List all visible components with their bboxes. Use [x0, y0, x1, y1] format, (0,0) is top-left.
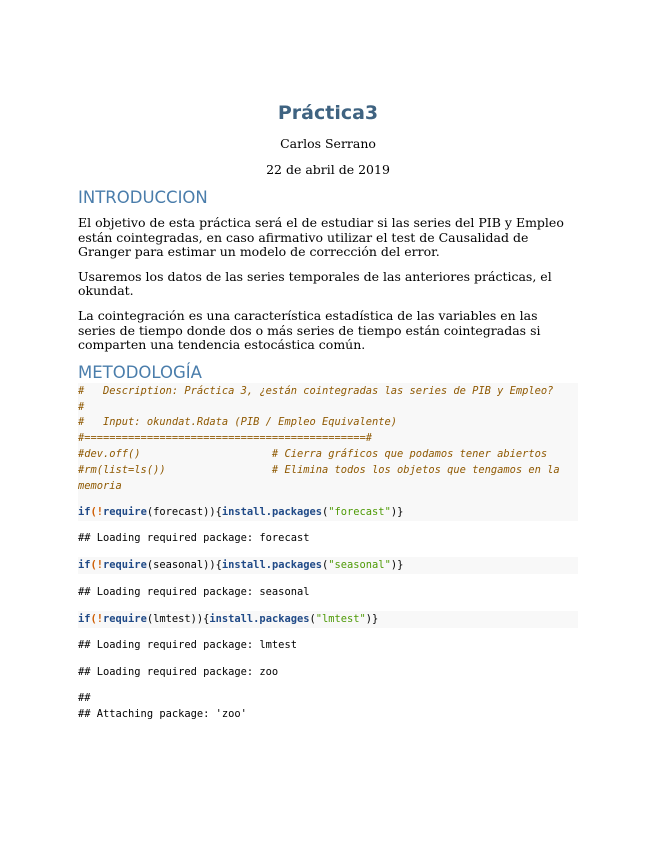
console-output: ## [78, 691, 91, 704]
intro-paragraph-1: El objetivo de esta práctica será el de estudiar si las series del PIB y Empleo están cointegradas, en caso afirmativo utilizar el test de Causalidad de Granger para estimar un modelo de corrección del error. [78, 215, 564, 260]
code-block [78, 611, 578, 628]
console-output: ## Loading required package: forecast [78, 532, 310, 545]
comment-line: # Description: Práctica 3, ¿están cointegradas las series de PIB y Empleo? [78, 384, 554, 397]
code-line: if(!require(lmtest)){install.packages("lmtest")} [78, 613, 379, 626]
console-output: ## Loading required package: seasonal [78, 585, 310, 598]
section-heading-metodologia: METODOLOGÍA [78, 362, 202, 382]
code-comments [78, 384, 578, 495]
document-title: Práctica3 [277, 102, 379, 124]
console-output: ## Loading required package: lmtest [78, 639, 297, 652]
code-line: if(!require(forecast)){install.packages("forecast")} [78, 505, 404, 518]
comment-line: #rm(list=ls()) # Elimina todos los objetos que tengamos en la memoria [78, 463, 566, 492]
code-block [78, 383, 578, 521]
section-heading-introduccion: INTRODUCCION [78, 188, 208, 207]
console-output: ## Loading required package: zoo [78, 665, 279, 678]
date: 22 de abril de 2019 [266, 162, 390, 177]
comment-line: # Input: okundat.Rdata (PIB / Empleo Equivalente) [78, 416, 398, 429]
comment-line: #=============================================# [78, 432, 373, 445]
intro-paragraph-2: Usaremos los datos de las series temporales de las anteriores prácticas, el okundat. [78, 268, 552, 299]
author: Carlos Serrano [280, 136, 376, 151]
intro-paragraph-3: La cointegración es una característica estadística de las variables en las series de tiempo donde dos o más series de tiempo están cointegradas si comparten una tendencia estocástica común. [78, 307, 541, 353]
comment-line: #dev.off() # Cierra gráficos que podamos tener abiertos [78, 447, 548, 460]
comment-line: # [78, 400, 85, 413]
document-page [78, 100, 578, 723]
code-line: if(!require(seasonal)){install.packages("seasonal")} [78, 559, 404, 572]
code-block [78, 557, 578, 574]
console-output: ## Attaching package: 'zoo' [78, 707, 247, 720]
